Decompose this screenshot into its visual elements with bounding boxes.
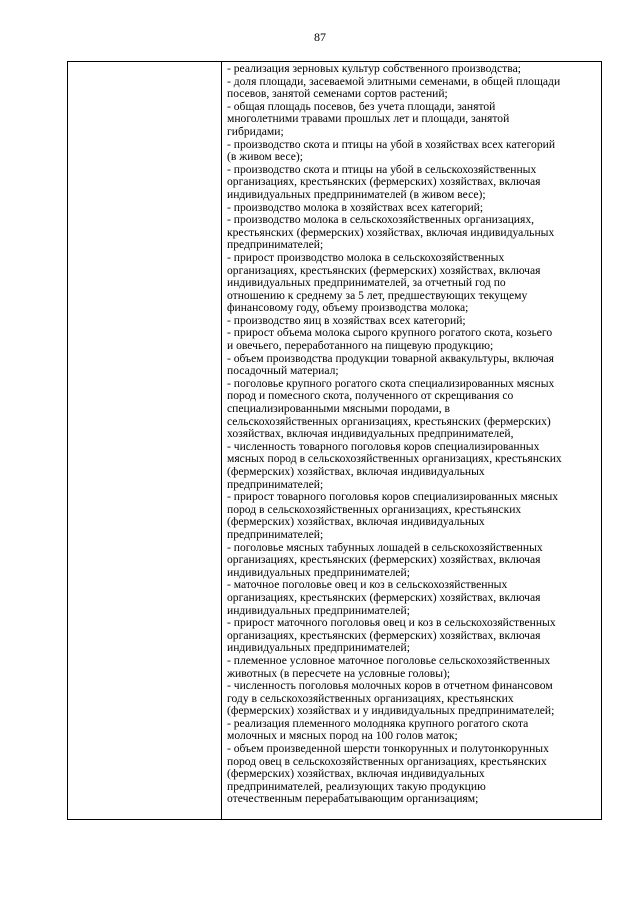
text-line: пород в сельскохозяйственных организациях, крестьянских [227, 502, 522, 516]
text-line: индивидуальных предпринимателей; [227, 641, 410, 655]
text-line: - прирост объема молока сырого крупного рогатого скота, козьего [227, 326, 553, 340]
text-line: - поголовье крупного рогатого скота специализированных мясных [227, 376, 555, 390]
text-line: многолетними травами прошлых лет и площади, занятой [227, 112, 510, 126]
text-line: - доля площади, засеваемой элитными семенами, в общей площади [227, 74, 561, 88]
text-line: - маточное поголовье овец и коз в сельскохозяйственных [227, 578, 508, 592]
text-line: - производство скота и птицы на убой в хозяйствах всех категорий [227, 137, 556, 151]
text-line: - поголовье мясных табунных лошадей в сельскохозяйственных [227, 540, 543, 554]
text-line: - прирост маточного поголовья овец и коз в сельскохозяйственных [227, 616, 556, 630]
text-line: - прирост производство молока в сельскохозяйственных [227, 250, 505, 264]
text-line: животных (в пересчете на условные головы); [227, 666, 451, 680]
text-line: крестьянских (фермерских) хозяйствах, включая индивидуальных [227, 225, 555, 239]
text-line: (фермерских) хозяйствах, включая индивидуальных [227, 515, 485, 529]
text-line: - общая площадь посевов, без учета площади, занятой [227, 99, 496, 113]
text-line: - реализация племенного молодняка крупного рогатого скота [227, 716, 529, 730]
text-line: - производство яиц в хозяйствах всех категорий; [227, 313, 466, 327]
text-line: гибридами; [227, 124, 284, 138]
text-line: (фермерских) хозяйствах и у индивидуальных предпринимателей; [227, 704, 555, 718]
indicators-cell [222, 62, 601, 819]
text-line: - объем производства продукции товарной аквакультуры, включая [227, 351, 554, 365]
text-line: - численность товарного поголовья коров специализированных [227, 439, 540, 453]
text-line: предпринимателей; [227, 238, 324, 252]
text-line: предпринимателей, реализующих такую продукцию [227, 779, 486, 793]
text-line: (фермерских) хозяйствах, включая индивидуальных [227, 767, 485, 781]
text-line: предпринимателей; [227, 527, 324, 541]
text-line: - производство скота и птицы на убой в сельскохозяйственных [227, 162, 537, 176]
text-line: отношению к среднему за 5 лет, предшествующих текущему [227, 288, 528, 302]
text-line: (фермерских) хозяйствах, включая индивидуальных [227, 465, 485, 478]
text-line: предпринимателей; [227, 477, 324, 491]
text-line: специализированными мясными породами, в [227, 402, 450, 416]
text-line: пород овец в сельскохозяйственных организациях, крестьянских [227, 754, 547, 768]
text-line: посевов, занятой семенами сортов растений; [227, 87, 448, 101]
text-line: пород и помесного скота, полученного от скрещивания со [227, 389, 514, 403]
text-line: организациях, крестьянских (фермерских) хозяйствах, включая [227, 263, 541, 277]
text-line: индивидуальных предпринимателей (в живом весе); [227, 187, 486, 201]
text-line: году в сельскохозяйственных организациях, крестьянских [227, 691, 514, 705]
text-line: мясных пород в сельскохозяйственных организациях, крестьянских [227, 452, 562, 466]
text-line: - производство молока в сельскохозяйственных организациях, [227, 213, 535, 227]
text-line: - численность поголовья молочных коров в отчетном финансовом [227, 679, 553, 693]
text-line: хозяйствах, включая индивидуальных предпринимателей, [227, 427, 514, 441]
text-line: организациях, крестьянских (фермерских) хозяйствах, включая [227, 553, 541, 567]
text-line: индивидуальных предпринимателей; [227, 565, 410, 579]
text-line: - производство молока в хозяйствах всех категорий; [227, 200, 484, 214]
text-line: организациях, крестьянских (фермерских) хозяйствах, включая [227, 175, 541, 189]
text-line: - прирост товарного поголовья коров специализированных мясных [227, 490, 559, 504]
page-number: 87 [314, 30, 326, 44]
text-line: финансовому году, объему производства молока; [227, 301, 469, 315]
text-line: молочных и мясных пород на 100 голов маток; [227, 729, 458, 743]
empty-left-cell [68, 62, 222, 819]
text-line: - племенное условное маточное поголовье сельскохозяйственных [227, 653, 551, 667]
text-line: и овечьего, переработанного на пищевую продукцию; [227, 339, 494, 353]
text-line: организациях, крестьянских (фермерских) хозяйствах, включая [227, 628, 541, 642]
document-table [67, 61, 602, 820]
text-line: (в живом весе); [227, 150, 304, 164]
text-line: посадочный материал; [227, 364, 339, 378]
text-line: отечественным перерабатывающим организациям; [227, 792, 479, 806]
text-line: - реализация зерновых культур собственного производства; [227, 62, 521, 75]
text-line: индивидуальных предпринимателей, за отчетный год по [227, 276, 506, 290]
text-line: сельскохозяйственных организациях, крестьянских (фермерских) [227, 414, 551, 428]
text-line: индивидуальных предпринимателей; [227, 603, 410, 617]
text-line: - объем произведенной шерсти тонкорунных и полутонкорунных [227, 742, 549, 756]
text-line: организациях, крестьянских (фермерских) хозяйствах, включая [227, 590, 541, 604]
